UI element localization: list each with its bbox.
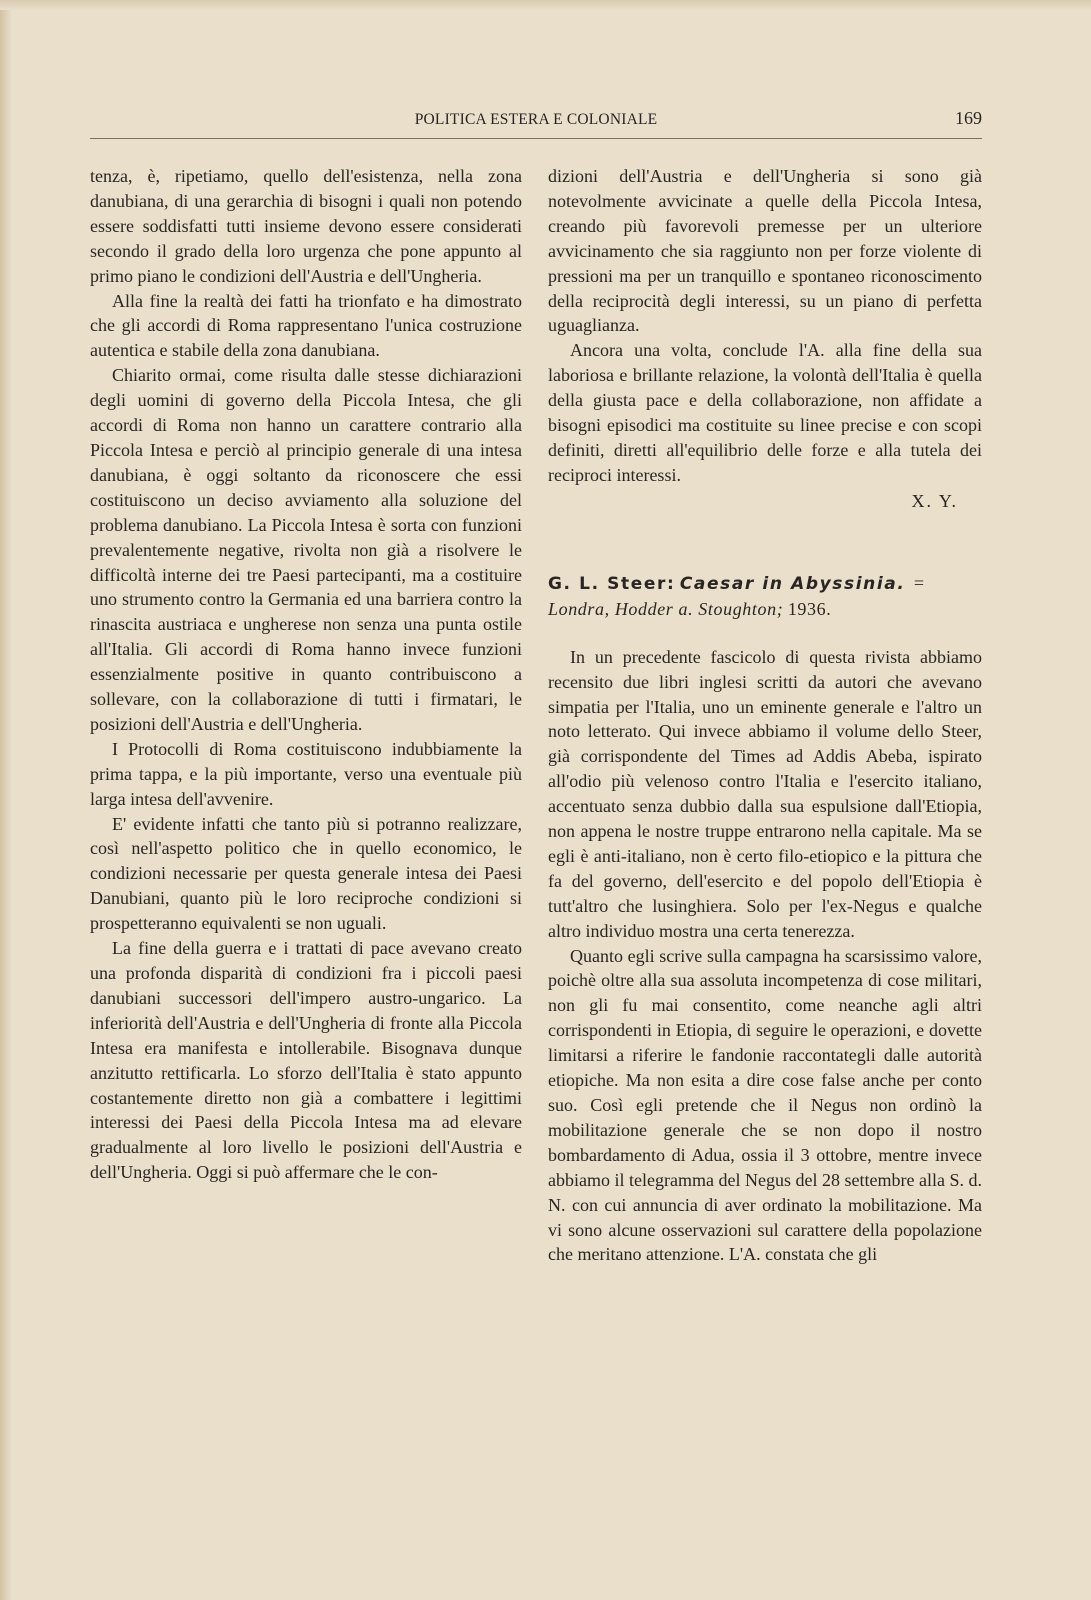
paragraph: In un precedente fascicolo di questa rivista abbiamo recensito due libri inglesi scritti da autori che avevano simpatia per l'Italia, uno un eminente generale e l'altro un noto letterato. Qui invece abbiamo il volume dello Steer, già corrispondente del Times ad Addis Abeba, ispirato all'odio più velenoso contro l'Italia e l'esercito italiano, accentuato senza dubbio dalla sua espulsione dall'Etiopia, non appena le nostre truppe entrarono nella capitale. Ma se egli è anti-italiano, non è certo filo-etiopico e la pittura che fa del governo, dell'esercito e del popolo dell'Etiopia è tutt'altro che lusinghiera. Solo per l'ex-Negus e qualche altro individuo mostra una certa tenerezza. xyxy=(548,646,982,941)
review-year: 1936. xyxy=(787,598,832,619)
page-header xyxy=(90,108,982,140)
paragraph: E' evidente infatti che tanto più si potranno realizzare, così nell'aspetto politico che in quello economico, le condizioni necessarie per questa generale intesa dei Paesi Danubiani, quanto più le loro reciproche condizioni si prospetteranno equivalenti se non uguali. xyxy=(90,813,522,934)
paragraph: dizioni dell'Austria e dell'Ungheria si sono già notevolmente avvicinate a quelle della Piccola Intesa, creando più favorevoli premesse per un ulteriore avvicinamento che sia raggiunto non per forze violente di pressioni ma per un tranquillo e spontaneo riconoscimento della reciprocità degli interessi, su un piano di perfetta uguaglianza. xyxy=(548,166,982,336)
paragraph: Ancora una volta, conclude l'A. alla fine della sua laboriosa e brillante relazione, la volontà dell'Italia è quella della giusta pace e della collaborazione, non affidate a bisogni episodici ma costituite su linee precise e con scopi definiti, diretti all'equilibrio delle forze e alla tutela dei reciproci interessi. xyxy=(548,340,982,485)
author-signature: X. Y. xyxy=(911,490,958,511)
paragraph: Alla fine la realtà dei fatti ha trionfato e ha dimostrato che gli accordi di Roma rappresentano l'unica costruzione autentica e stabile della zona danubiana. xyxy=(90,290,522,361)
left-column xyxy=(90,164,522,1185)
page-edge-shadow xyxy=(0,0,12,1600)
paragraph: Quanto egli scrive sulla campagna ha scarsissimo valore, poichè oltre alla sua assoluta incompetenza di cose militari, non gli fu mai consentito, come neanche agli altri corrispondenti in Etiopia, di seguire le operazioni, e dovette limitarsi a riferire le fandonie raccontategli dalle autorità etiopiche. Ma non esita a dire cose false anche per conto suo. Così egli pretende che il Negus non ordinò la mobilitazione generale che se non dopo il nostro bombardamento di Adua, ossia il 3 ottobre, mentre invece abbiamo il telegramma del Negus del 28 settembre alla S. d. N. con cui annuncia di aver ordinato la mobilitazione. Ma vi sono alcune osservazioni sul carattere della popolazione che meritano attenzione. L'A. constata che gli xyxy=(548,945,982,1265)
review-book-title: Caesar in Abyssinia. xyxy=(679,573,906,594)
paragraph: La fine della guerra e i trattati di pace avevano creato una profonda disparità di condizioni fra i piccoli paesi danubiani successori dell'impero austro-ungarico. La inferiorità dell'Austria e dell'Ungheria di fronte alla Piccola Intesa era manifesta e intollerabile. Bisognava dunque anzitutto rettificarla. Lo sforzo dell'Italia è stato appunto costantemente diretto non già a combattere i legittimi interessi dei Paesi della Piccola Intesa ma ad elevare gradualmente al loro livello le posizioni dell'Austria e dell'Ungheria. Oggi si può affermare che le con- xyxy=(90,938,522,1183)
book-review-heading xyxy=(548,571,982,622)
running-head: POLITICA ESTERA E COLONIALE xyxy=(414,111,658,128)
paragraph: I Protocolli di Roma costituiscono indubbiamente la prima tappa, e la più importante, verso una eventuale più larga intesa dell'avvenire. xyxy=(90,738,522,809)
header-rule xyxy=(90,138,982,139)
page-top-shadow xyxy=(0,0,1091,10)
paragraph: Chiarito ormai, come risulta dalle stesse dichiarazioni degli uomini di governo della Piccola Intesa, che gli accordi di Roma non hanno un carattere contrario alla Piccola Intesa e perciò al principio generale di una intesa danubiana, è oggi soltanto da riconoscere che essi costituiscono un deciso avviamento alla soluzione del problema danubiano. La Piccola Intesa è sorta con funzioni prevalentemente negative, rivolta non già a risolvere le difficoltà interne dei tre Paesi partecipanti, ma a costituire uno strumento contro la Germania ed una barriera contro la rinascita austriaca e ungherese non senza una punta ostile all'Italia. Gli accordi di Roma hanno invece funzioni essenzialmente positive in quanto contribuiscono a sollevare, con la collaborazione di tutti i firmatari, le posizioni dell'Austria e dell'Ungheria. xyxy=(90,365,522,734)
paragraph: tenza, è, ripetiamo, quello dell'esistenza, nella zona danubiana, di una gerarchia di bisogni i quali non potendo essere soddisfatti tutti insieme devono essere considerati secondo il grado della loro urgenza che pone appunto al primo piano le condizioni dell'Austria e dell'Ungheria. xyxy=(90,166,522,286)
review-publisher: Londra, Hodder a. Stoughton; xyxy=(548,598,784,619)
review-author: G. L. Steer: xyxy=(548,573,676,594)
page-number: 169 xyxy=(955,108,982,128)
review-separator: = xyxy=(913,572,925,593)
book-review-body xyxy=(548,645,982,1268)
right-column xyxy=(548,164,982,1267)
